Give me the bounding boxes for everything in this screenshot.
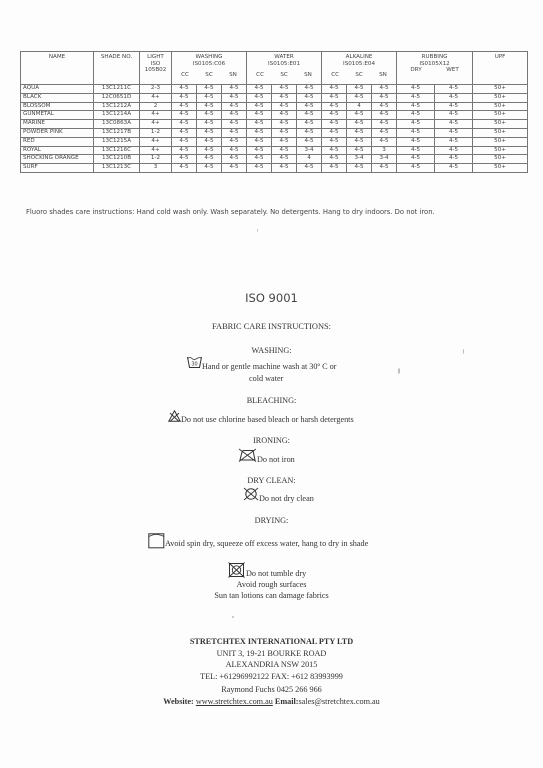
header-washing-title: WASHING <box>195 54 223 60</box>
rating-cell: 4-5 <box>197 164 222 173</box>
rating-cell: 4-5 <box>322 137 347 146</box>
rating-cell: 4-5 <box>347 146 372 155</box>
rating-cell: 3-4 <box>297 146 322 155</box>
company-web-line <box>0 697 543 706</box>
rough-text: Avoid rough surfaces <box>236 580 307 589</box>
header-name: NAME <box>21 52 94 85</box>
rating-cell: 4-5 <box>222 128 247 137</box>
rating-cell: 4-5 <box>322 164 347 173</box>
rating-cell: 4-5 <box>435 146 473 155</box>
header-rubbing-wet: WET <box>446 67 459 73</box>
rating-cell: 4-5 <box>172 164 197 173</box>
rating-cell: 4-5 <box>272 120 297 129</box>
shade-name-cell: POWDER PINK <box>21 128 94 137</box>
rating-cell: 4-5 <box>247 85 272 94</box>
rating-cell: 4-5 <box>247 111 272 120</box>
rating-cell: 4-5 <box>347 164 372 173</box>
company-address-2: ALEXANDRIA NSW 2015 <box>225 660 318 669</box>
header-alkaline <box>322 52 397 85</box>
rating-cell: 4-5 <box>222 146 247 155</box>
washing-heading: WASHING: <box>251 346 292 355</box>
table-row <box>21 102 528 111</box>
rating-cell: 4 <box>347 102 372 111</box>
rating-cell: 4+ <box>140 111 172 120</box>
header-rubbing-dry: DRY <box>410 67 422 73</box>
rating-cell: 4-5 <box>172 85 197 94</box>
header-washing <box>172 52 247 85</box>
header-alkaline-sn: SN <box>379 72 387 78</box>
rating-cell: 4-5 <box>435 85 473 94</box>
rating-cell: 4-5 <box>372 164 397 173</box>
rating-cell: 4-5 <box>322 93 347 102</box>
scan-mark <box>463 349 464 354</box>
rating-cell: 4-5 <box>272 155 297 164</box>
rating-cell: 4-5 <box>397 102 435 111</box>
rating-cell: 50+ <box>473 164 528 173</box>
rating-cell: 4-5 <box>297 137 322 146</box>
rating-cell: 4-5 <box>372 102 397 111</box>
shade-name-cell: MARINE <box>21 120 94 129</box>
no-dry-clean-icon <box>243 487 259 501</box>
shade-number-cell: 13C0863A <box>94 120 140 129</box>
rating-cell: 4-5 <box>372 137 397 146</box>
rating-cell: 3-4 <box>372 155 397 164</box>
hand-wash-icon <box>187 356 202 369</box>
rating-cell: 50+ <box>473 128 528 137</box>
washing-text-2: cold water <box>249 374 284 383</box>
rating-cell: 4-5 <box>197 120 222 129</box>
rating-cell: 4+ <box>140 137 172 146</box>
header-rubbing-std: IS0105X12 <box>419 60 450 67</box>
rating-cell: 4-5 <box>347 85 372 94</box>
rating-cell: 1-2 <box>140 128 172 137</box>
shade-name-cell: BLACK <box>21 93 94 102</box>
rating-cell: 4-5 <box>435 155 473 164</box>
rating-cell: 4-5 <box>322 155 347 164</box>
rating-cell: 4+ <box>140 120 172 129</box>
rating-cell: 4-5 <box>272 111 297 120</box>
care-title: FABRIC CARE INSTRUCTIONS: <box>212 322 331 331</box>
rating-cell: 4-5 <box>222 111 247 120</box>
rating-cell: 4-5 <box>435 164 473 173</box>
rating-cell: 4-5 <box>172 120 197 129</box>
rating-cell: 4-5 <box>397 120 435 129</box>
rating-cell: 4-5 <box>197 128 222 137</box>
line-dry-icon <box>148 533 165 549</box>
colour-fastness-table <box>20 51 528 173</box>
rating-cell: 4-5 <box>397 146 435 155</box>
rating-cell: 4-5 <box>197 102 222 111</box>
header-alkaline-std: IS0105:E04 <box>343 60 376 67</box>
rating-cell: 50+ <box>473 120 528 129</box>
shade-name-cell: SURF <box>21 164 94 173</box>
shade-name-cell: RED <box>21 137 94 146</box>
rating-cell: 4-5 <box>347 93 372 102</box>
shade-number-cell: 13C1214A <box>94 111 140 120</box>
rating-cell: 4-5 <box>272 164 297 173</box>
shade-number-cell: 13C1212A <box>94 102 140 111</box>
email-link[interactable]: sales@stretchtex.com.au <box>298 697 380 706</box>
table-body <box>21 85 528 173</box>
rating-cell: 4-5 <box>172 155 197 164</box>
rating-cell: 4-5 <box>197 111 222 120</box>
table-row <box>21 128 528 137</box>
table-header-row <box>21 52 528 85</box>
rating-cell: 4-5 <box>197 155 222 164</box>
rating-cell: 4-5 <box>222 155 247 164</box>
rating-cell: 4-5 <box>272 128 297 137</box>
website-label: Website: <box>163 697 194 706</box>
company-name: STRETCHTEX INTERNATIONAL PTY LTD <box>189 637 354 646</box>
header-alkaline-cc: CC <box>331 72 339 78</box>
tumble-text: Do not tumble dry <box>246 569 307 578</box>
table-row <box>21 164 528 173</box>
header-washing-sc: SC <box>205 72 213 78</box>
rating-cell: 4-5 <box>197 93 222 102</box>
rating-cell: 4-5 <box>322 120 347 129</box>
shade-name-cell: ROYAL <box>21 146 94 155</box>
scan-mark <box>232 616 234 618</box>
table-row <box>21 120 528 129</box>
rating-cell: 4-5 <box>397 111 435 120</box>
rating-cell: 4-5 <box>247 128 272 137</box>
header-washing-cc: CC <box>181 72 189 78</box>
rating-cell: 4-5 <box>297 128 322 137</box>
rating-cell: 4-5 <box>172 137 197 146</box>
rating-cell: 4-5 <box>272 146 297 155</box>
rating-cell: 4-5 <box>322 102 347 111</box>
company-address-1: UNIT 3, 19-21 BOURKE ROAD <box>216 649 327 658</box>
rating-cell: 4-5 <box>297 164 322 173</box>
rating-cell: 4-5 <box>347 111 372 120</box>
rating-cell: 4-5 <box>397 137 435 146</box>
rating-cell: 3-4 <box>347 155 372 164</box>
rating-cell: 1-2 <box>140 155 172 164</box>
suntan-text: Sun tan lotions can damage fabrics <box>214 591 329 600</box>
rating-cell: 4-5 <box>197 85 222 94</box>
rating-cell: 4-5 <box>197 137 222 146</box>
header-alkaline-sc: SC <box>355 72 363 78</box>
ironing-text: Do not iron <box>257 455 295 464</box>
drying-text: Avoid spin dry, squeeze off excess water, hang to dry in shade <box>165 539 369 548</box>
table-row <box>21 93 528 102</box>
rating-cell: 4 <box>297 155 322 164</box>
rating-cell: 4-5 <box>347 128 372 137</box>
shade-number-cell: 12C0651D <box>94 93 140 102</box>
header-light-title: LIGHT <box>147 54 164 60</box>
rating-cell: 50+ <box>473 102 528 111</box>
rating-cell: 4-5 <box>247 120 272 129</box>
table-row <box>21 111 528 120</box>
rating-cell: 4-5 <box>347 137 372 146</box>
rating-cell: 4-5 <box>435 102 473 111</box>
rating-cell: 3 <box>140 164 172 173</box>
ironing-heading: IRONING: <box>253 436 290 445</box>
rating-cell: 4-5 <box>322 111 347 120</box>
shade-name-cell: GUNMETAL <box>21 111 94 120</box>
header-alkaline-title: ALKALINE <box>345 54 373 60</box>
table-row <box>21 155 528 164</box>
rating-cell: 4-5 <box>222 102 247 111</box>
header-washing-sn: SN <box>229 72 237 78</box>
shade-number-cell: 13C1213C <box>94 164 140 173</box>
rating-cell: 4-5 <box>322 146 347 155</box>
fluoro-care-note: Fluoro shades care instructions: Hand cold wash only. Wash separately. No detergents. Hang to dry indoors. Do not iron. <box>26 208 435 216</box>
iso-certification: ISO 9001 <box>245 291 298 305</box>
rating-cell: 4-5 <box>297 111 322 120</box>
table-row <box>21 137 528 146</box>
rating-cell: 4-5 <box>197 146 222 155</box>
rating-cell: 4-5 <box>372 120 397 129</box>
website-link[interactable]: www.stretchtex.com.au <box>195 697 273 706</box>
header-light-std: 105B02 <box>144 67 167 73</box>
shade-number-cell: 13C1210B <box>94 155 140 164</box>
scan-mark <box>398 368 400 374</box>
rating-cell: 4+ <box>140 146 172 155</box>
shade-name-cell: BLOSSOM <box>21 102 94 111</box>
header-water-sc: SC <box>280 72 288 78</box>
rating-cell: 4-5 <box>247 137 272 146</box>
rating-cell: 4-5 <box>397 164 435 173</box>
dryclean-text: Do not dry clean <box>259 494 314 503</box>
shade-number-cell: 13C1215A <box>94 137 140 146</box>
company-tel: TEL: +61296992122 FAX: +612 83993999 <box>200 672 343 681</box>
email-label: Email: <box>274 697 299 706</box>
rating-cell: 50+ <box>473 93 528 102</box>
rating-cell: 4-5 <box>397 155 435 164</box>
rating-cell: 4-5 <box>272 85 297 94</box>
rating-cell: 4-5 <box>222 164 247 173</box>
header-water-std: IS0105:E01 <box>268 60 301 67</box>
rating-cell: 4+ <box>140 93 172 102</box>
rating-cell: 50+ <box>473 111 528 120</box>
rating-cell: 4-5 <box>397 93 435 102</box>
header-washing-std: IS0105:C06 <box>192 60 226 67</box>
rating-cell: 4-5 <box>435 128 473 137</box>
rating-cell: 4-5 <box>372 111 397 120</box>
rating-cell: 4-5 <box>272 102 297 111</box>
rating-cell: 4-5 <box>435 111 473 120</box>
rating-cell: 4-5 <box>247 164 272 173</box>
rating-cell: 4-5 <box>172 102 197 111</box>
rating-cell: 4-5 <box>397 128 435 137</box>
rating-cell: 4-5 <box>247 102 272 111</box>
rating-cell: 4-5 <box>347 120 372 129</box>
drying-heading: DRYING: <box>254 516 289 525</box>
rating-cell: 4-5 <box>435 93 473 102</box>
shade-number-cell: 13C1211C <box>94 85 140 94</box>
shade-name-cell: SHOCKING ORANGE <box>21 155 94 164</box>
rating-cell: 50+ <box>473 137 528 146</box>
rating-cell: 4-5 <box>297 93 322 102</box>
table-row <box>21 146 528 155</box>
rating-cell: 4-5 <box>222 85 247 94</box>
rating-cell: 4-5 <box>322 128 347 137</box>
rating-cell: 4-5 <box>222 93 247 102</box>
wash-temp-label: 30 <box>191 361 198 368</box>
rating-cell: 4-5 <box>322 85 347 94</box>
rating-cell: 4-5 <box>297 85 322 94</box>
header-light-iso: ISO <box>150 60 161 67</box>
rating-cell: 4-5 <box>247 146 272 155</box>
rating-cell: 4-5 <box>247 155 272 164</box>
header-rubbing <box>397 52 473 85</box>
rating-cell: 4-5 <box>397 85 435 94</box>
rating-cell: 50+ <box>473 85 528 94</box>
header-water <box>247 52 322 85</box>
table-row <box>21 85 528 94</box>
rating-cell: 50+ <box>473 155 528 164</box>
rating-cell: 4-5 <box>172 128 197 137</box>
header-upf: UPF <box>473 52 528 85</box>
rating-cell: 50+ <box>473 146 528 155</box>
bleaching-heading: BLEACHING: <box>246 396 297 405</box>
rating-cell: 2-3 <box>140 85 172 94</box>
no-iron-icon <box>238 448 257 462</box>
header-shade: SHADE NO. <box>94 52 140 85</box>
rating-cell: 4-5 <box>172 111 197 120</box>
header-light <box>140 52 172 85</box>
rating-cell: 2 <box>140 102 172 111</box>
header-water-cc: CC <box>256 72 264 78</box>
scan-mark <box>257 229 258 232</box>
rating-cell: 4-5 <box>272 93 297 102</box>
rating-cell: 4-5 <box>247 93 272 102</box>
shade-number-cell: 13C1217B <box>94 128 140 137</box>
rating-cell: 4-5 <box>372 85 397 94</box>
header-rubbing-title: RUBBING <box>421 54 448 60</box>
company-contact: Raymond Fuchs 0425 266 966 <box>221 685 322 694</box>
rating-cell: 4-5 <box>172 146 197 155</box>
header-water-title: WATER <box>274 54 294 60</box>
rating-cell: 4-5 <box>222 120 247 129</box>
bleaching-text: Do not use chlorine based bleach or harsh detergents <box>181 415 354 424</box>
rating-cell: 4-5 <box>297 102 322 111</box>
no-tumble-dry-icon <box>228 562 245 578</box>
rating-cell: 4-5 <box>222 137 247 146</box>
header-water-sn: SN <box>304 72 312 78</box>
rating-cell: 4-5 <box>272 137 297 146</box>
rating-cell: 4-5 <box>172 93 197 102</box>
shade-name-cell: AQUA <box>21 85 94 94</box>
no-bleach-icon <box>168 410 181 422</box>
rating-cell: 4-5 <box>297 120 322 129</box>
washing-text-1: Hand or gentle machine wash at 30º C or <box>202 362 337 371</box>
rating-cell: 4-5 <box>435 120 473 129</box>
rating-cell: 4-5 <box>372 128 397 137</box>
rating-cell: 3 <box>372 146 397 155</box>
dryclean-heading: DRY CLEAN: <box>247 476 296 485</box>
rating-cell: 4-5 <box>372 93 397 102</box>
shade-number-cell: 13C1216C <box>94 146 140 155</box>
rating-cell: 4-5 <box>435 137 473 146</box>
